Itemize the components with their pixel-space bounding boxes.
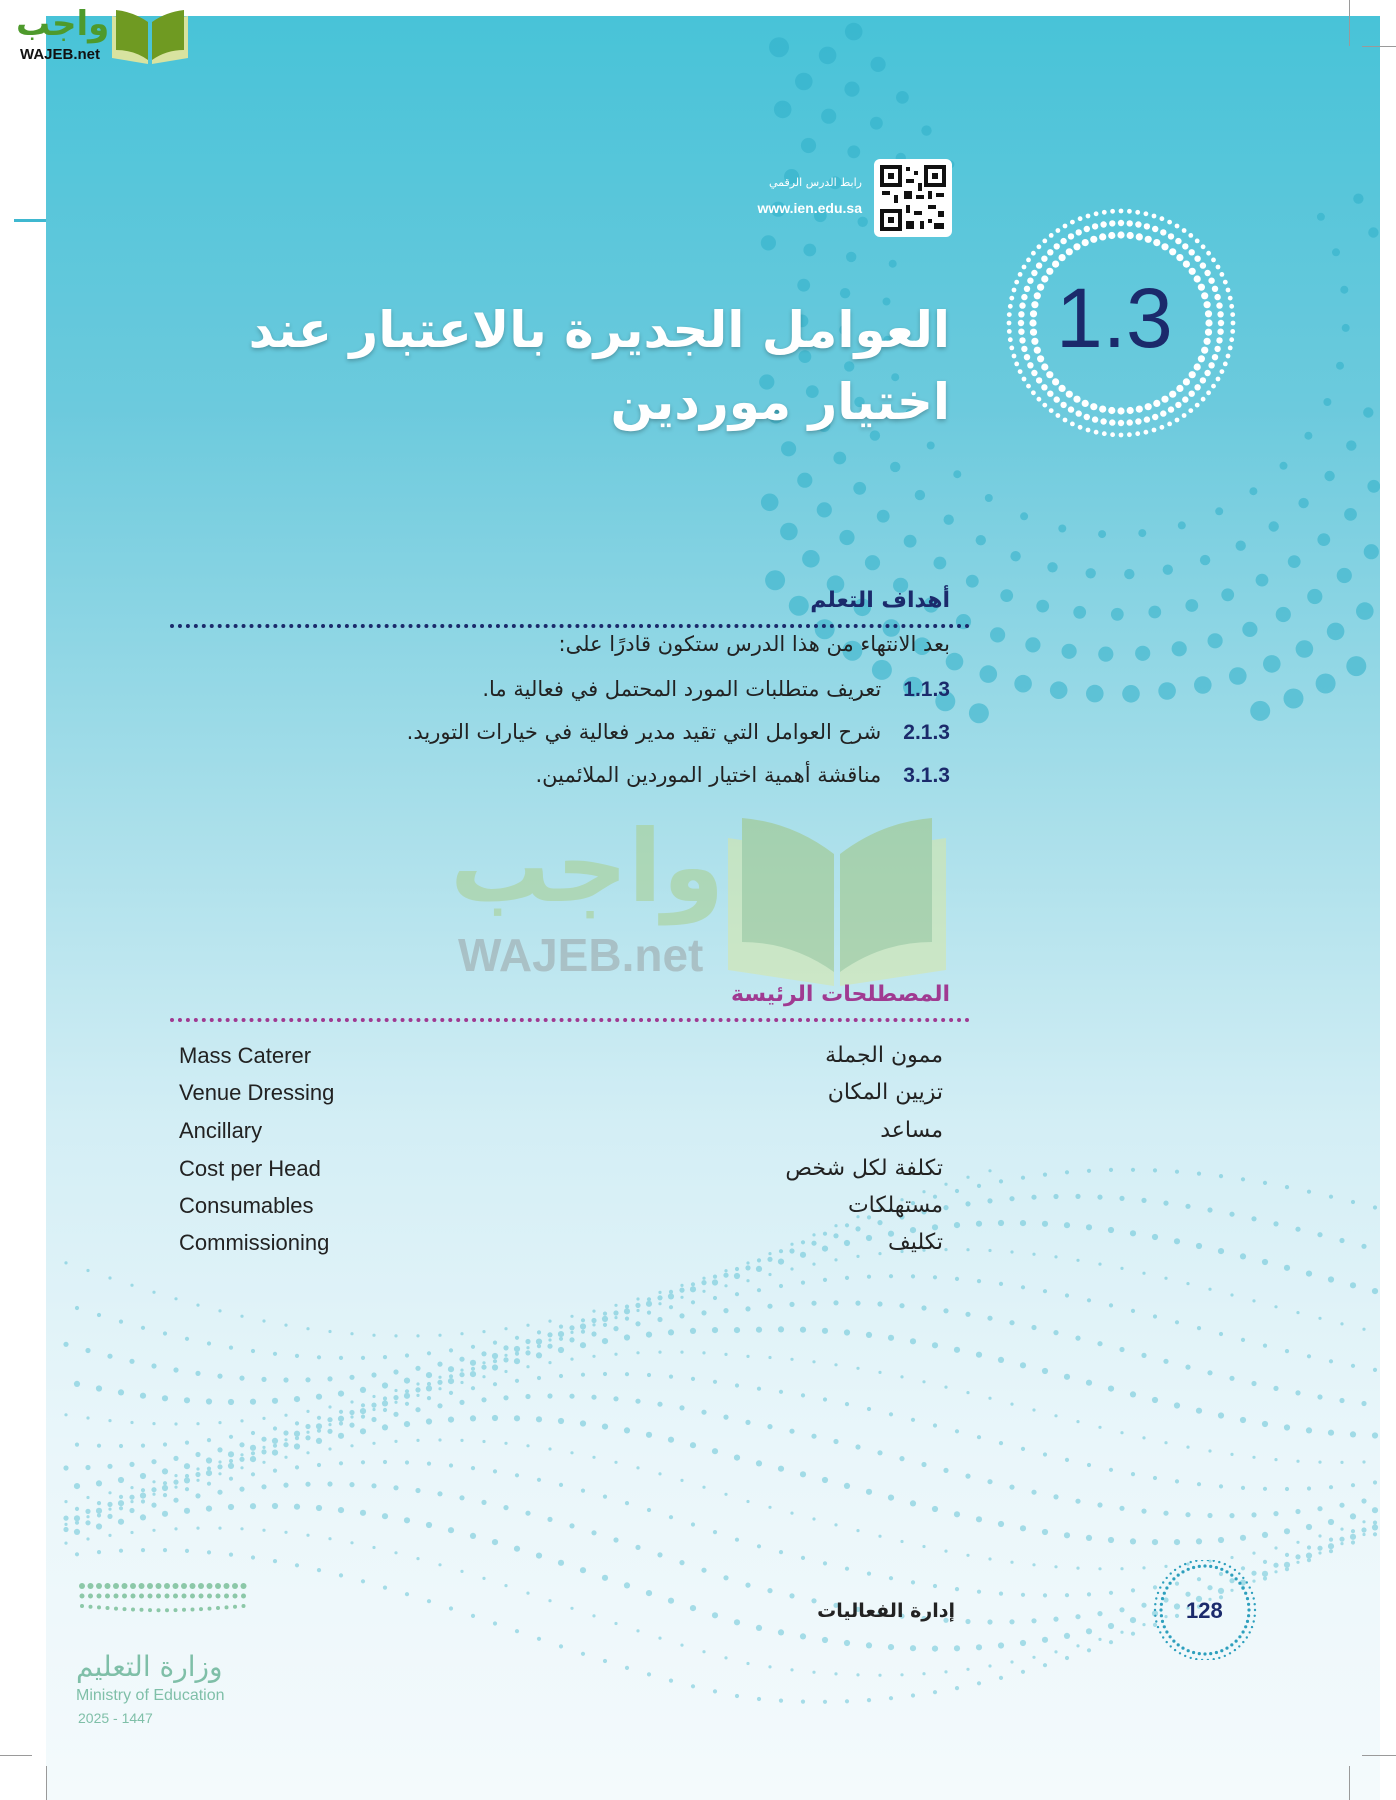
wajeb-watermark (450, 808, 960, 988)
crop-mark (1362, 46, 1396, 47)
book-title: إدارة الفعاليات (817, 1600, 955, 1622)
page-number: 128 (1186, 1598, 1223, 1623)
key-terms-divider (170, 1018, 970, 1022)
term-english: Mass Caterer (179, 1043, 312, 1068)
term-arabic: تكليف (888, 1230, 943, 1255)
term-english: Venue Dressing (179, 1080, 335, 1105)
objective-number: 1.1.3 (903, 678, 950, 701)
book-icon (108, 6, 192, 66)
crop-mark (46, 1766, 47, 1800)
logo-english: WAJEB.net (20, 46, 101, 63)
ministry-name-english: Ministry of Education (76, 1687, 225, 1704)
objective-item (482, 677, 950, 702)
lesson-title (190, 294, 950, 438)
term-english: Consumables (179, 1193, 314, 1218)
wajeb-logo[interactable] (8, 4, 192, 68)
term-arabic: مستهلكات (847, 1193, 943, 1218)
term-arabic: تكلفة لكل شخص (785, 1156, 943, 1181)
lesson-number: 1.3 (1056, 271, 1173, 365)
term-english: Commissioning (179, 1230, 330, 1255)
term-english: Cost per Head (179, 1156, 321, 1181)
objective-item (535, 763, 950, 788)
ministry-year: 2025 - 1447 (78, 1710, 153, 1726)
objective-text: شرح العوامل التي تقيد مدير فعالية في خيارات التوريد. (406, 720, 882, 744)
objectives-divider (170, 624, 970, 628)
term-english: Ancillary (179, 1118, 263, 1143)
margin-tick (14, 219, 46, 222)
term-arabic: تزيين المكان (827, 1080, 943, 1105)
crop-mark (1362, 1755, 1396, 1756)
objectives-intro: بعد الانتهاء من هذا الدرس ستكون قادرًا على: (558, 632, 950, 656)
crop-mark (1349, 0, 1350, 46)
objective-item (407, 720, 950, 745)
ministry-name-arabic: وزارة التعليم (76, 1650, 223, 1683)
objectives-heading: أهداف التعلم (810, 588, 950, 613)
objective-text: مناقشة أهمية اختيار الموردين الملائمين. (535, 763, 882, 787)
qr-code[interactable] (874, 159, 952, 237)
objective-number: 2.1.3 (903, 721, 950, 744)
crop-mark (0, 1755, 32, 1756)
crop-mark (1349, 1766, 1350, 1800)
lesson-title-line-2: اختيار موردين (610, 373, 950, 431)
qr-caption: رابط الدرس الرقمي (768, 176, 862, 189)
qr-code-icon (874, 159, 952, 237)
key-terms-heading: المصطلحات الرئيسة (731, 982, 950, 1007)
term-arabic: مساعد (880, 1118, 943, 1143)
ministry-logo-icon (76, 1580, 252, 1622)
term-arabic: ممون الجملة (825, 1043, 943, 1068)
watermark-book-icon (722, 808, 952, 988)
qr-url[interactable]: www.ien.edu.sa (757, 200, 862, 216)
watermark-english: WAJEB.net (458, 929, 704, 981)
logo-arabic: واجب (16, 4, 110, 44)
objective-number: 3.1.3 (903, 764, 950, 787)
watermark-arabic: واجب (450, 808, 725, 925)
objective-text: تعريف متطلبات المورد المحتمل في فعالية ما. (482, 677, 882, 701)
lesson-title-line-1: العوامل الجديرة بالاعتبار عند (248, 301, 950, 359)
